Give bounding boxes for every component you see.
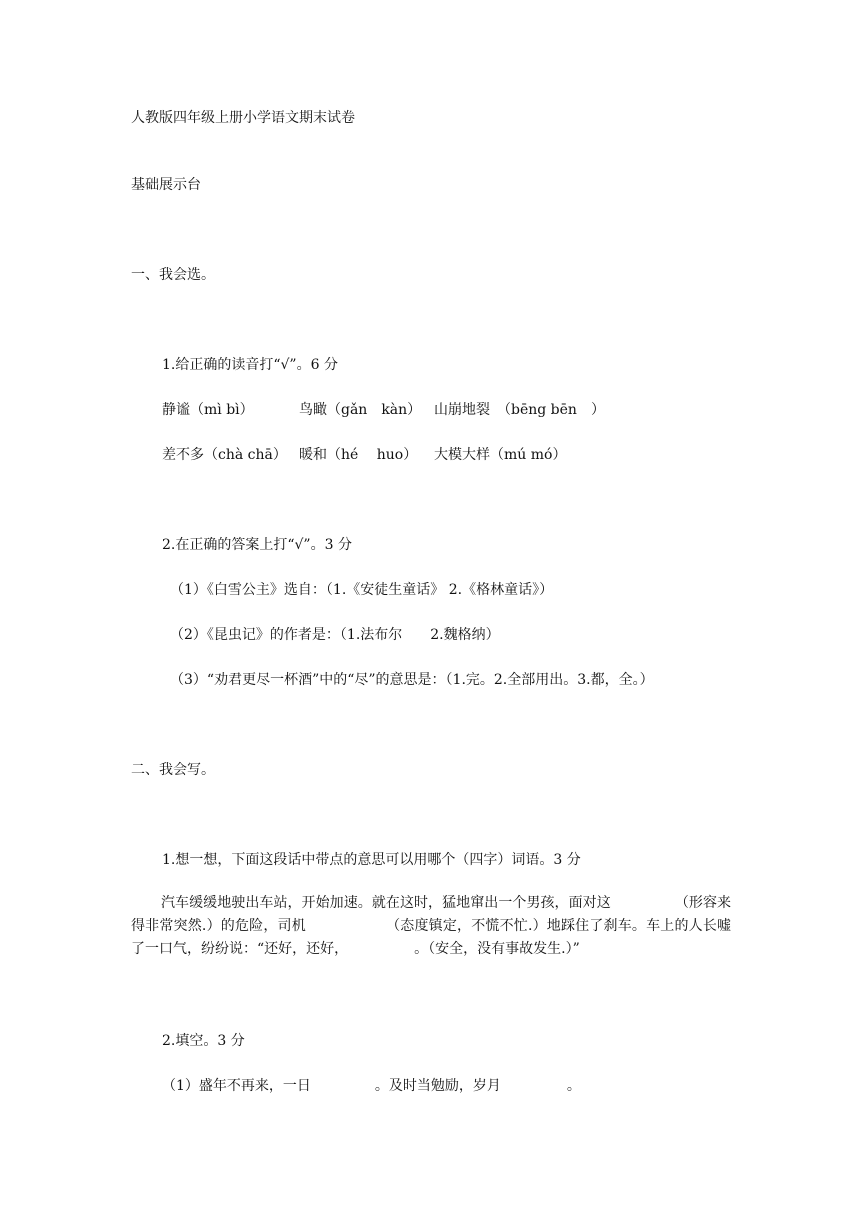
poem-text: （1）盛年不再来，一日 bbox=[162, 1078, 311, 1094]
pinyin-item: 鸟瞰（gǎn kàn） bbox=[299, 402, 422, 418]
part1-heading: 一、我会选。 bbox=[131, 267, 215, 283]
document-title: 人教版四年级上册小学语文期末试卷 bbox=[131, 110, 355, 126]
pinyin-item: 差不多（chà chā） bbox=[162, 447, 287, 463]
passage-text: 。（安全，没有事故发生.）” bbox=[414, 941, 580, 957]
poem-fill-line bbox=[162, 1076, 581, 1096]
question-1-1-title: 1.给正确的读音打“√”。6 分 bbox=[162, 357, 338, 373]
choice-item: （2）《昆虫记》的作者是：（1.法布尔 2.魏格纳） bbox=[170, 627, 500, 643]
question-1-2-title: 2.在正确的答案上打“√”。3 分 bbox=[162, 537, 352, 553]
pinyin-item: 暖和（hé huo） bbox=[299, 447, 418, 463]
poem-text: 。 bbox=[566, 1078, 581, 1094]
pinyin-item: 静谧（mì bì） bbox=[162, 402, 254, 418]
passage-text: （形容来得非常突然.）的危险，司机 bbox=[131, 895, 732, 934]
fill-in-passage bbox=[131, 892, 731, 961]
part2-heading: 二、我会写。 bbox=[131, 762, 215, 778]
pinyin-item: 大模大样（mú mó） bbox=[434, 447, 567, 463]
question-2-1-title: 1.想一想，下面这段话中带点的意思可以用哪个（四字）词语。3 分 bbox=[162, 852, 581, 868]
passage-text: （态度镇定，不慌不忙.）地踩住了刹车。车上的人长嘘了一口气，纷纷说：“还好，还好， bbox=[131, 918, 732, 957]
question-2-2-title: 2.填空。3 分 bbox=[162, 1033, 245, 1049]
choice-item: （1）《白雪公主》选自：（1.《安徒生童话》 2.《格林童话》） bbox=[170, 582, 554, 598]
passage-text: 汽车缓缓地驶出车站，开始加速。就在这时，猛地窜出一个男孩，面对这 bbox=[161, 895, 611, 911]
choice-item: （3）“劝君更尽一杯酒”中的“尽”的意思是：（1.完。2.全部用出。3.都，全。） bbox=[170, 672, 654, 688]
poem-text: 。及时当勉励，岁月 bbox=[374, 1078, 501, 1094]
pinyin-item: 山崩地裂 （bēng bēn ） bbox=[434, 402, 605, 418]
section-label: 基础展示台 bbox=[131, 177, 201, 193]
